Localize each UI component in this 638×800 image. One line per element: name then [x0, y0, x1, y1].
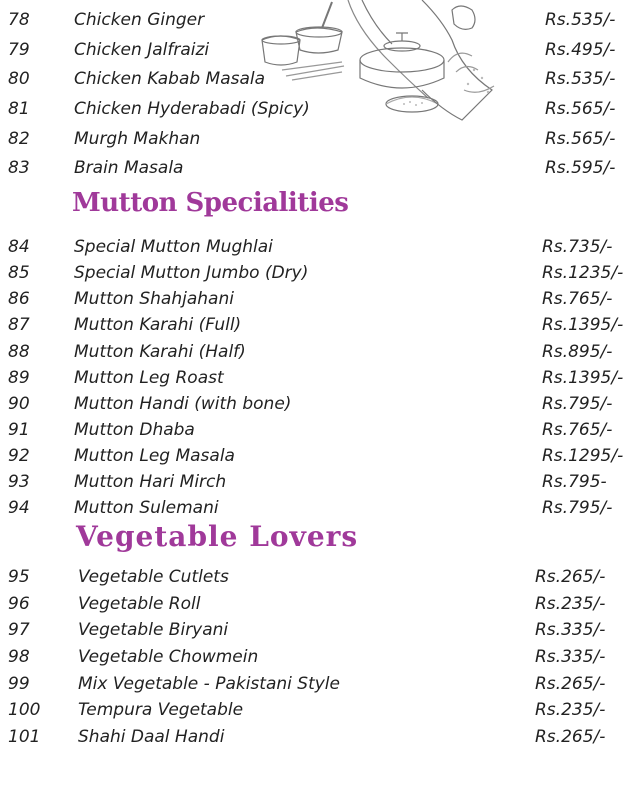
item-number: 85 [8, 263, 30, 283]
item-number: 83 [8, 158, 30, 178]
item-price: Rs.235/- [535, 700, 606, 720]
menu-item [0, 617, 638, 643]
menu-item [0, 724, 638, 750]
item-price: Rs.535/- [545, 10, 616, 30]
menu-item [0, 443, 638, 469]
item-price: Rs.795/- [542, 394, 613, 414]
item-price: Rs.535/- [545, 69, 616, 89]
menu-item [0, 234, 638, 260]
menu-item [0, 339, 638, 365]
item-price: Rs.795/- [542, 498, 613, 518]
menu-item [0, 697, 638, 723]
item-name: Chicken Ginger [74, 10, 205, 30]
item-price: Rs.795- [542, 472, 607, 492]
item-number: 86 [8, 289, 30, 309]
item-number: 97 [8, 620, 30, 640]
item-price: Rs.335/- [535, 620, 606, 640]
menu-item [0, 417, 638, 443]
item-name: Brain Masala [74, 158, 184, 178]
section-heading-vegetable: Vegetable Lovers [76, 520, 359, 553]
item-name: Mutton Handi (with bone) [74, 394, 292, 414]
item-number: 82 [8, 129, 30, 149]
item-price: Rs.265/- [535, 567, 606, 587]
item-name: Chicken Jalfraizi [74, 40, 210, 60]
item-price: Rs.735/- [542, 237, 613, 257]
item-number: 89 [8, 368, 30, 388]
item-price: Rs.565/- [545, 99, 616, 119]
menu-item [0, 37, 638, 63]
item-name: Shahi Daal Handi [78, 727, 225, 747]
item-price: Rs.765/- [542, 420, 613, 440]
item-name: Mutton Karahi (Full) [74, 315, 242, 335]
item-name: Chicken Hyderabadi (Spicy) [74, 99, 310, 119]
item-number: 99 [8, 674, 30, 694]
menu-item [0, 260, 638, 286]
item-price: Rs.495/- [545, 40, 616, 60]
menu-item [0, 126, 638, 152]
item-number: 96 [8, 594, 30, 614]
item-number: 80 [8, 69, 30, 89]
item-number: 79 [8, 40, 30, 60]
item-number: 101 [8, 727, 41, 747]
item-price: Rs.595/- [545, 158, 616, 178]
item-price: Rs.265/- [535, 727, 606, 747]
item-number: 93 [8, 472, 30, 492]
item-name: Vegetable Cutlets [78, 567, 229, 587]
item-name: Mutton Leg Roast [74, 368, 224, 388]
item-name: Mutton Dhaba [74, 420, 195, 440]
item-number: 84 [8, 237, 30, 257]
item-name: Mix Vegetable - Pakistani Style [78, 674, 340, 694]
menu-item [0, 469, 638, 495]
item-name: Special Mutton Mughlai [74, 237, 273, 257]
item-name: Vegetable Biryani [78, 620, 229, 640]
section-heading-mutton: Mutton Specialities [72, 188, 349, 218]
item-name: Mutton Shahjahani [74, 289, 234, 309]
menu-item [0, 671, 638, 697]
menu-item [0, 495, 638, 521]
item-name: Special Mutton Jumbo (Dry) [74, 263, 309, 283]
item-number: 98 [8, 647, 30, 667]
menu-item [0, 155, 638, 181]
item-name: Mutton Leg Masala [74, 446, 235, 466]
item-price: Rs.1395/- [542, 368, 624, 388]
item-number: 94 [8, 498, 30, 518]
item-number: 95 [8, 567, 30, 587]
item-price: Rs.1295/- [542, 446, 624, 466]
item-name: Murgh Makhan [74, 129, 201, 149]
item-price: Rs.895/- [542, 342, 613, 362]
item-name: Vegetable Roll [78, 594, 201, 614]
menu-item [0, 644, 638, 670]
item-number: 88 [8, 342, 30, 362]
item-name: Mutton Karahi (Half) [74, 342, 246, 362]
menu-item [0, 564, 638, 590]
item-price: Rs.265/- [535, 674, 606, 694]
menu-item [0, 96, 638, 122]
item-name: Tempura Vegetable [78, 700, 244, 720]
item-number: 81 [8, 99, 30, 119]
item-name: Mutton Hari Mirch [74, 472, 227, 492]
item-price: Rs.335/- [535, 647, 606, 667]
menu-item [0, 365, 638, 391]
item-number: 100 [8, 700, 41, 720]
item-price: Rs.765/- [542, 289, 613, 309]
item-number: 87 [8, 315, 30, 335]
item-name: Vegetable Chowmein [78, 647, 259, 667]
item-price: Rs.235/- [535, 594, 606, 614]
menu-item [0, 66, 638, 92]
item-number: 92 [8, 446, 30, 466]
menu-item [0, 391, 638, 417]
menu-item [0, 312, 638, 338]
menu-item [0, 286, 638, 312]
item-name: Chicken Kabab Masala [74, 69, 266, 89]
item-price: Rs.1235/- [542, 263, 624, 283]
item-price: Rs.1395/- [542, 315, 624, 335]
item-number: 90 [8, 394, 30, 414]
item-number: 91 [8, 420, 30, 440]
menu-item [0, 591, 638, 617]
item-number: 78 [8, 10, 30, 30]
menu-item [0, 7, 638, 33]
item-price: Rs.565/- [545, 129, 616, 149]
item-name: Mutton Sulemani [74, 498, 219, 518]
